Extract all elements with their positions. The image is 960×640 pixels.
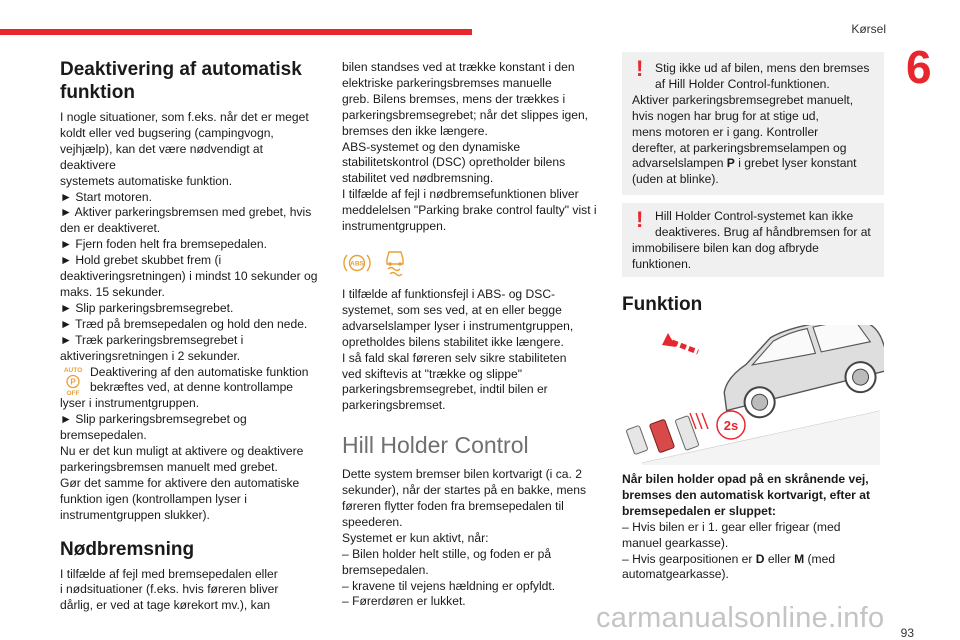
text-line: I så fald skal føreren selv sikre stabiliteten <box>342 350 567 365</box>
text-line: lyser i instrumentgruppen. <box>60 396 200 411</box>
auto-off-icon-bottom-label: OFF <box>66 389 80 396</box>
text-line: instrumentgruppen. <box>342 219 447 234</box>
timer-label: 2s <box>723 418 739 433</box>
function-text <box>622 472 884 583</box>
auto-off-icon <box>60 366 86 396</box>
text-line: Dette system bremser bilen kortvarigt (i ca. 2 <box>342 467 582 482</box>
watermark: carmanualsonline.info <box>596 602 885 634</box>
text-line: (uden at blinke). <box>632 172 719 187</box>
text-line: derefter, at parkeringsbremselampen og <box>632 140 847 155</box>
page-number: 93 <box>900 626 914 640</box>
heading-emergency-braking: Nødbremsning <box>60 538 195 560</box>
text-line: føreren flytter foden fra bremsepedalen til <box>342 499 564 514</box>
text-line: funktion igen (kontrollampen lyser i <box>60 491 247 506</box>
text-line: Nu er det kun muligt at aktivere og deaktivere <box>60 444 304 459</box>
text-line: ► Fjern foden helt fra bremsepedalen. <box>60 237 267 252</box>
text-line: hvis nogen har brug for at stige ud, <box>632 108 819 123</box>
text-line: ► Træk parkeringsbremsegrebet i <box>60 332 244 347</box>
header-accent-bar <box>0 29 472 35</box>
text-line: I nogle situationer, som f.eks. når det er meget <box>60 110 309 124</box>
text-line: i nødsituationer (f.eks. hvis føreren bliver <box>60 582 279 597</box>
emergency-text <box>60 567 322 615</box>
text-line: af Hill Holder Control-funktionen. <box>655 76 830 91</box>
text-line: – Hvis bilen er i 1. gear eller frigear (med <box>622 519 841 534</box>
text-line: deaktiveringsretningen) i mindst 10 sekunder og <box>60 269 318 284</box>
text-fragment: advarselslampen <box>632 156 727 171</box>
text-line: bilen standses ved at trække konstant i den <box>342 60 575 74</box>
warning-exit-text <box>632 61 882 188</box>
text-line: – Førerdøren er lukket. <box>342 594 466 609</box>
text-line: Hill Holder Control-systemet kan ikke <box>655 209 854 223</box>
text-line: ABS-systemet og den dynamiske <box>342 139 521 154</box>
text-line: stabilitetskontrol (DSC) opretholder bilens <box>342 155 566 170</box>
text-line: vejhjælp), kan det være nødvendigt at deaktivere <box>60 141 264 172</box>
text-line: dårlig, er ved at tage kørekort mv.), kan <box>60 598 271 613</box>
text-line: instrumentgruppen slukker). <box>60 507 210 522</box>
text-line: ved skiftevis at "trække og slippe" <box>342 366 522 381</box>
text-line: Når bilen holder opad på en skrånende vej, <box>622 472 869 486</box>
text-line: bremses den ikke længere. <box>342 123 488 138</box>
text-line: bremsepedalen. <box>60 428 147 443</box>
text-line: deaktiveres. Brug af håndbremsen for at <box>655 224 871 239</box>
text-line: bremses den automatisk kortvarigt, efter at <box>622 487 871 502</box>
column-1 <box>60 58 322 614</box>
text-line: Aktiver parkeringsbremsegrebet manuelt, <box>632 92 854 107</box>
abs-dsc-text <box>342 287 604 414</box>
warning-deactivate-text <box>632 209 882 273</box>
text-line: I tilfælde af fejl med bremsepedalen eller <box>60 566 278 581</box>
text-line: bekræftes ved, at denne kontrollampe <box>90 380 294 395</box>
text-line: den er deaktiveret. <box>60 221 161 236</box>
gear-d-symbol: D <box>755 551 765 566</box>
text-line: greb. Bilens bremses, mens der trækkes i <box>342 91 566 106</box>
svg-text:P: P <box>70 377 76 386</box>
gear-p-symbol: P <box>726 156 735 171</box>
abs-warning-icon <box>342 251 372 275</box>
text-line: ► Start motoren. <box>60 189 152 204</box>
text-line: Deaktivering af den automatiske funktion <box>90 364 309 379</box>
text-line: ► Slip parkeringsbremsegrebet og <box>60 412 247 427</box>
text-line: aktiveringsretningen i 2 sekunder. <box>60 348 241 363</box>
chapter-number: 6 <box>906 41 932 93</box>
text-line <box>632 156 882 172</box>
pedals-icon <box>626 413 708 455</box>
text-line: bremsepedalen er sluppet: <box>622 503 776 518</box>
text-line: Systemet er kun aktivt, når: <box>342 530 489 545</box>
warning-lamps <box>342 247 604 281</box>
heading-deactivation: Deaktivering af automatisk funktion <box>60 59 302 103</box>
text-fragment: i grebet lyser konstant <box>734 156 857 171</box>
text-line: Gør det samme for aktivere den automatiske <box>60 475 300 490</box>
text-line: parkeringsbremsegrebet, indtil bilen er <box>342 382 548 397</box>
emergency-continued-text <box>342 60 604 235</box>
warning-exclamation-icon: ! <box>636 56 644 81</box>
text-line: meddelelsen "Parking brake control faulty" vist i <box>342 203 597 218</box>
text-line: – Bilen holder helt stille, og foden er på <box>342 546 552 561</box>
text-line: ► Slip parkeringsbremsegrebet. <box>60 300 234 315</box>
text-line: ► Aktiver parkeringsbremsen med grebet, hvis <box>60 205 312 220</box>
text-line: maks. 15 sekunder. <box>60 284 165 299</box>
text-line: immobilisere bilen kan dog afbryde <box>632 240 819 255</box>
text-fragment: eller <box>764 551 795 566</box>
text-line: ► Træd på bremsepedalen og hold den nede. <box>60 316 308 331</box>
text-line: parkeringsbremsen manuelt med grebet. <box>60 459 278 474</box>
warning-box-exit <box>622 52 884 195</box>
text-line: I tilfælde af funktionsfejl i ABS- og DSC- <box>342 286 556 301</box>
text-fragment: (med <box>804 551 836 566</box>
warning-exclamation-icon: ! <box>636 207 644 232</box>
text-line: opretholdes bilens stabilitet ikke længere. <box>342 334 564 349</box>
gear-m-symbol: M <box>794 551 805 566</box>
text-line: Stig ikke ud af bilen, mens den bremses <box>655 61 870 75</box>
hill-holder-text <box>342 467 604 610</box>
text-line: speederen. <box>342 514 403 529</box>
text-line: koldt eller ved bugsering (campingvogn, <box>60 125 274 140</box>
dsc-warning-icon <box>382 247 408 277</box>
deactivation-text <box>60 110 322 524</box>
heading-function: Funktion <box>622 294 703 315</box>
abs-icon-label: ABS <box>350 260 364 268</box>
auto-off-icon-top-label: AUTO <box>63 366 83 374</box>
column-2 <box>342 60 604 610</box>
text-line: systemet, som ses ved, at en eller begge <box>342 302 562 317</box>
heading-hill-holder: Hill Holder Control <box>342 432 529 459</box>
text-line: advarselslamper lyser i instrumentgruppen, <box>342 318 574 333</box>
text-line: ► Hold grebet skubbet frem (i <box>60 253 222 268</box>
hill-holder-illustration <box>622 325 884 465</box>
text-line: I tilfælde af fejl i nødbremsefunktionen bliver <box>342 187 579 202</box>
text-line: bremsepedalen. <box>342 562 429 577</box>
warning-box-deactivate <box>622 203 884 277</box>
text-line: stabilitet ved nødbremsning. <box>342 171 494 186</box>
section-title: Kørsel <box>851 22 886 36</box>
text-line <box>622 552 884 568</box>
text-line: – kravene til vejens hældning er opfyldt. <box>342 578 556 593</box>
text-line: manuel gearkasse). <box>622 535 729 550</box>
timer-icon <box>717 411 745 439</box>
text-line: sekunder), når der startes på en bakke, mens <box>342 483 587 498</box>
text-line: automatgearkasse). <box>622 567 729 582</box>
text-line: parkeringsbremset. <box>342 398 446 413</box>
text-line: systemets automatiske funktion. <box>60 173 233 188</box>
text-line: mens motoren er i gang. Kontroller <box>632 124 819 139</box>
auto-off-note <box>60 365 322 397</box>
text-fragment: – Hvis gearpositionen er <box>622 551 756 566</box>
text-line: elektriske parkeringsbremses manuelle <box>342 75 552 90</box>
text-line: parkeringsbremsegrebet; når det slippes igen, <box>342 107 589 122</box>
text-line: funktionen. <box>632 256 692 271</box>
